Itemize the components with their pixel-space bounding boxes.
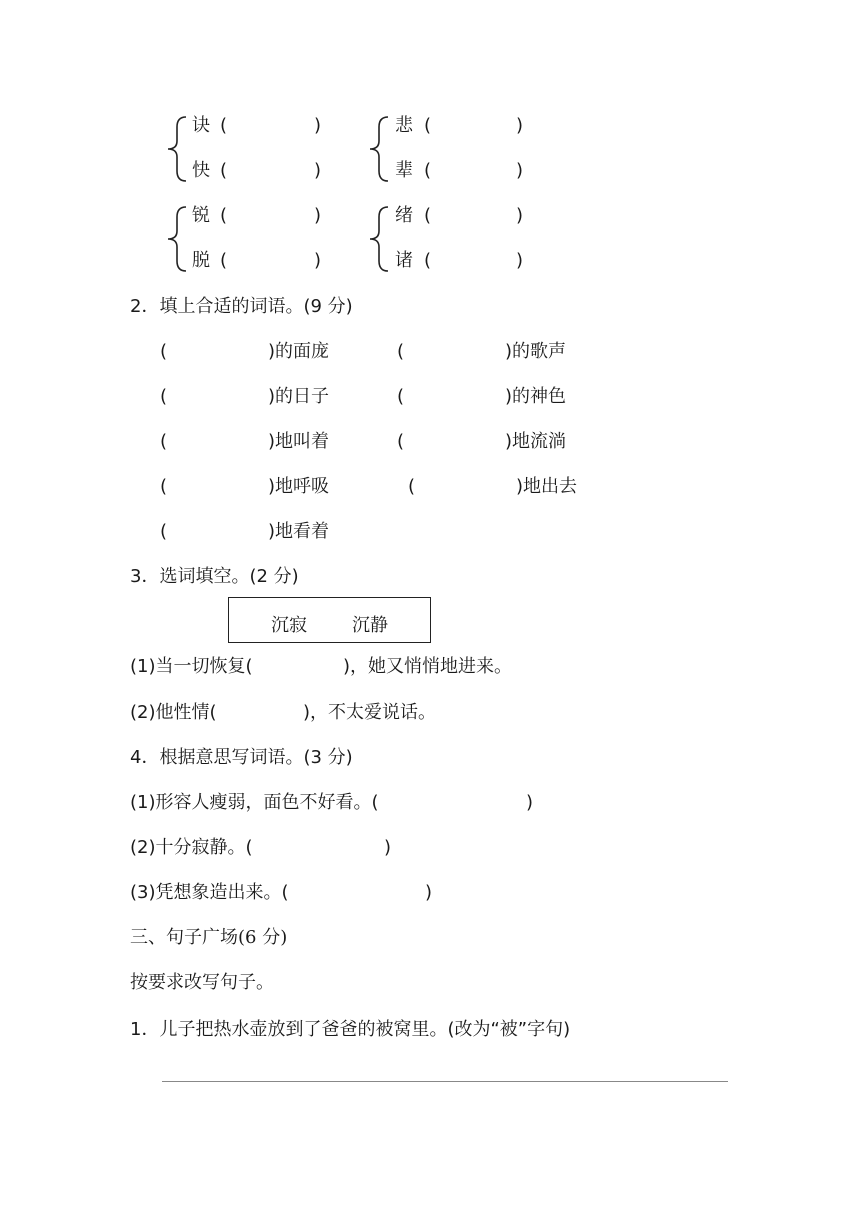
q2-item-text: 地出去	[523, 476, 577, 497]
close-paren: )	[268, 521, 276, 542]
char-bottom: 快	[192, 160, 210, 181]
close-paren[interactable]: )	[314, 160, 322, 181]
sentence-start: (2)他性情(	[130, 702, 217, 723]
q2-item-text: 地流淌	[512, 431, 566, 452]
open-paren: (	[397, 386, 405, 407]
q2-item-text: 的面庞	[275, 341, 329, 362]
section-3-heading: 三、句子广场(6 分)	[130, 927, 288, 948]
char-bottom: 脱	[192, 250, 210, 271]
close-paren: )	[505, 431, 513, 452]
open-paren: (	[160, 476, 168, 497]
char-bottom: 诸	[395, 250, 413, 271]
open-paren: (	[424, 115, 432, 136]
close-paren: )	[268, 341, 276, 362]
brace-icon	[164, 114, 188, 184]
close-paren: )	[505, 341, 513, 362]
close-paren[interactable]: )	[516, 205, 524, 226]
q2-item-text: 地看着	[275, 521, 329, 542]
open-paren: (	[160, 431, 168, 452]
q2-item-text: 的神色	[512, 386, 566, 407]
open-paren: (	[220, 250, 228, 271]
open-paren: (	[424, 160, 432, 181]
open-paren: (	[220, 160, 228, 181]
question-4-title: 4．根据意思写词语。(3 分)	[130, 747, 353, 768]
sentence-end: )，不太爱说话。	[303, 702, 437, 723]
word-options-box	[228, 597, 431, 643]
open-paren: (	[397, 431, 405, 452]
section-3-instruction: 按要求改写句子。	[130, 972, 274, 993]
word-option: 沉静	[352, 615, 388, 636]
word-option: 沉寂	[271, 615, 307, 636]
close-paren[interactable]: )	[516, 160, 524, 181]
close-paren[interactable]: )	[314, 250, 322, 271]
close-paren: )	[505, 386, 513, 407]
char-bottom: 辈	[395, 160, 413, 181]
sentence-start: (2)十分寂静。(	[130, 837, 253, 858]
sentence-start: (1)当一切恢复(	[130, 656, 253, 677]
q2-item-text: 地叫着	[275, 431, 329, 452]
question-2-title: 2．填上合适的词语。(9 分)	[130, 296, 353, 317]
char-top: 悲	[395, 115, 413, 136]
sentence-end: )，她又悄悄地进来。	[343, 656, 513, 677]
open-paren: (	[408, 476, 416, 497]
question-3-title: 3．选词填空。(2 分)	[130, 566, 299, 587]
close-paren[interactable]: )	[314, 115, 322, 136]
q2-item-text: 的歌声	[512, 341, 566, 362]
q2-item-text: 的日子	[275, 386, 329, 407]
brace-icon	[366, 204, 390, 274]
sentence-start: (3)凭想象造出来。(	[130, 882, 289, 903]
char-top: 绪	[395, 205, 413, 226]
open-paren: (	[397, 341, 405, 362]
open-paren: (	[424, 205, 432, 226]
close-paren: )	[268, 476, 276, 497]
open-paren: (	[220, 205, 228, 226]
close-paren: )	[425, 882, 433, 903]
close-paren: )	[268, 386, 276, 407]
close-paren: )	[384, 837, 392, 858]
answer-line[interactable]	[162, 1081, 728, 1082]
sentence-start: (1)形容人瘦弱，面色不好看。(	[130, 792, 379, 813]
close-paren: )	[516, 476, 524, 497]
open-paren: (	[160, 386, 168, 407]
section-3-question-1: 1．儿子把热水壶放到了爸爸的被窝里。(改为“被”字句)	[130, 1019, 571, 1040]
q2-item-text: 地呼吸	[275, 476, 329, 497]
open-paren: (	[220, 115, 228, 136]
char-top: 诀	[192, 115, 210, 136]
close-paren[interactable]: )	[314, 205, 322, 226]
char-top: 锐	[192, 205, 210, 226]
open-paren: (	[160, 521, 168, 542]
brace-icon	[164, 204, 188, 274]
close-paren: )	[268, 431, 276, 452]
open-paren: (	[160, 341, 168, 362]
close-paren[interactable]: )	[516, 115, 524, 136]
close-paren: )	[526, 792, 534, 813]
open-paren: (	[424, 250, 432, 271]
brace-icon	[366, 114, 390, 184]
close-paren[interactable]: )	[516, 250, 524, 271]
